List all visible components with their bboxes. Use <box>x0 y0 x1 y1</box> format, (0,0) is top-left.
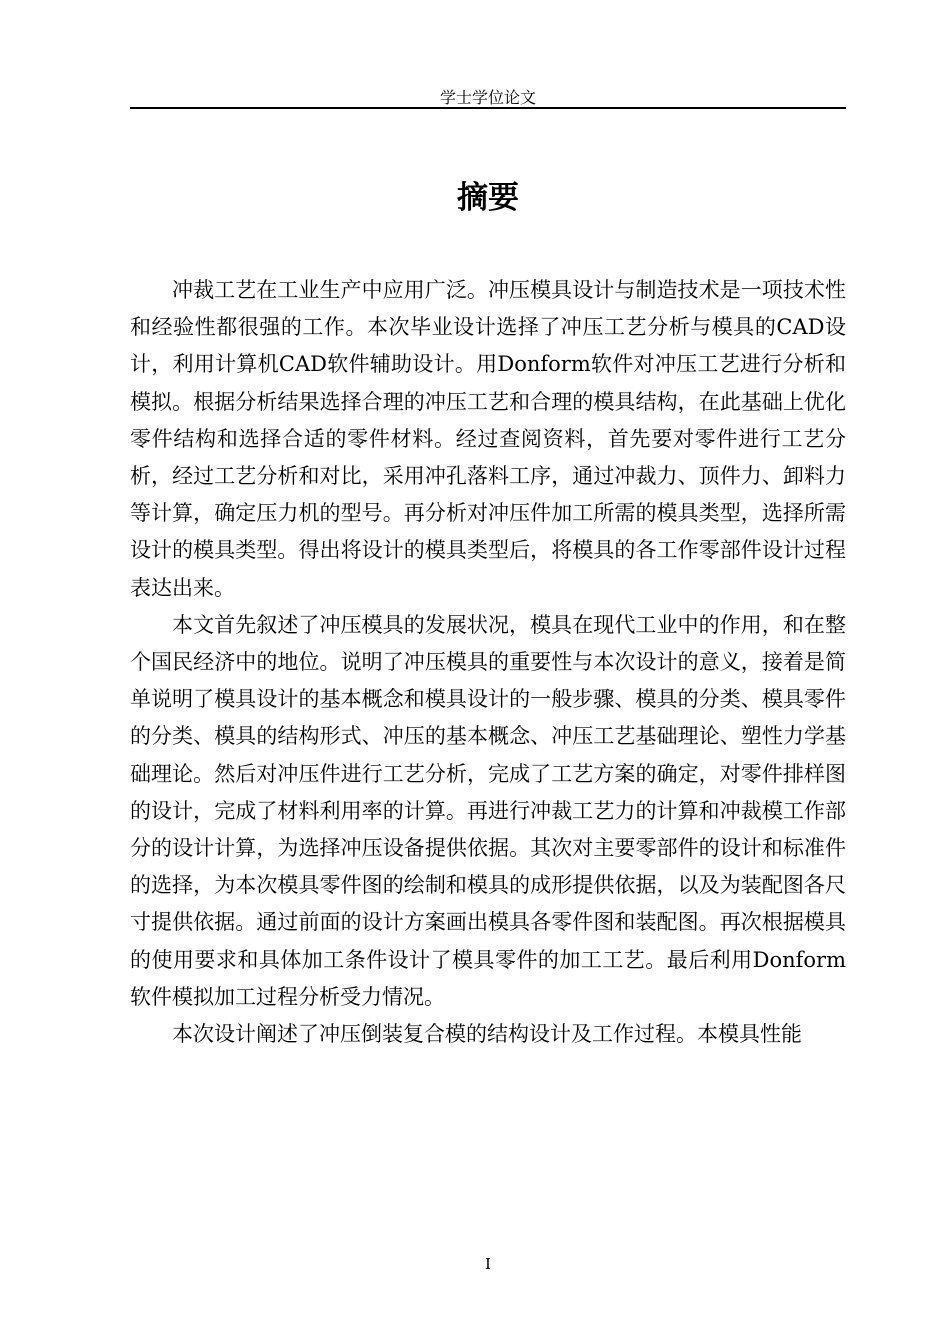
abstract-title: 摘要 <box>457 180 519 216</box>
running-header: 学士学位论文 <box>439 88 536 107</box>
paragraph-3: 本次设计阐述了冲压倒装复合模的结构设计及工作过程。本模具性能 <box>172 1022 802 1047</box>
abstract-body <box>130 272 846 1053</box>
header-rule <box>130 107 846 109</box>
paragraph-1: 冲裁工艺在工业生产中应用广泛。冲压模具设计与制造技术是一项技术性和经验性都很强的工作。本次毕业设计选择了冲压工艺分析与模具的CAD设计，利用计算机CAD软件辅助设计。用Donform软件对冲压工艺进行分析和模拟。根据分析结果选择合理的冲压工艺和合理的模具结构，在此基础上优化零件结构和选择合适的零件材料。经过查阅资料，首先要对零件进行工艺分析，经过工艺分析和对比，采用冲孔落料工序，通过冲裁力、顶件力、卸料力等计算，确定压力机的型号。再分析对冲压件加工所需的模具类型，选择所需设计的模具类型。得出将设计的模具类型后，将模具的各工作零部件设计过程表达出来。 <box>130 278 846 600</box>
page-number: I <box>485 1255 491 1273</box>
paragraph-2: 本文首先叙述了冲压模具的发展状况，模具在现代工业中的作用，和在整个国民经济中的地位。说明了冲压模具的重要性与本次设计的意义，接着是简单说明了模具设计的基本概念和模具设计的一般步骤、模具的分类、模具零件的分类、模具的结构形式、冲压的基本概念、冲压工艺基础理论、塑性力学基础理论。然后对冲压件进行工艺分析，完成了工艺方案的确定，对零件排样图的设计，完成了材料利用率的计算。再进行冲裁工艺力的计算和冲裁模工作部分的设计计算，为选择冲压设备提供依据。其次对主要零部件的设计和标准件的选择，为本次模具零件图的绘制和模具的成形提供依据，以及为装配图各尺寸提供依据。通过前面的设计方案画出模具各零件图和装配图。再次根据模具的使用要求和具体加工条件设计了模具零件的加工工艺。最后利用Donform软件模拟加工过程分析受力情况。 <box>130 612 846 1009</box>
